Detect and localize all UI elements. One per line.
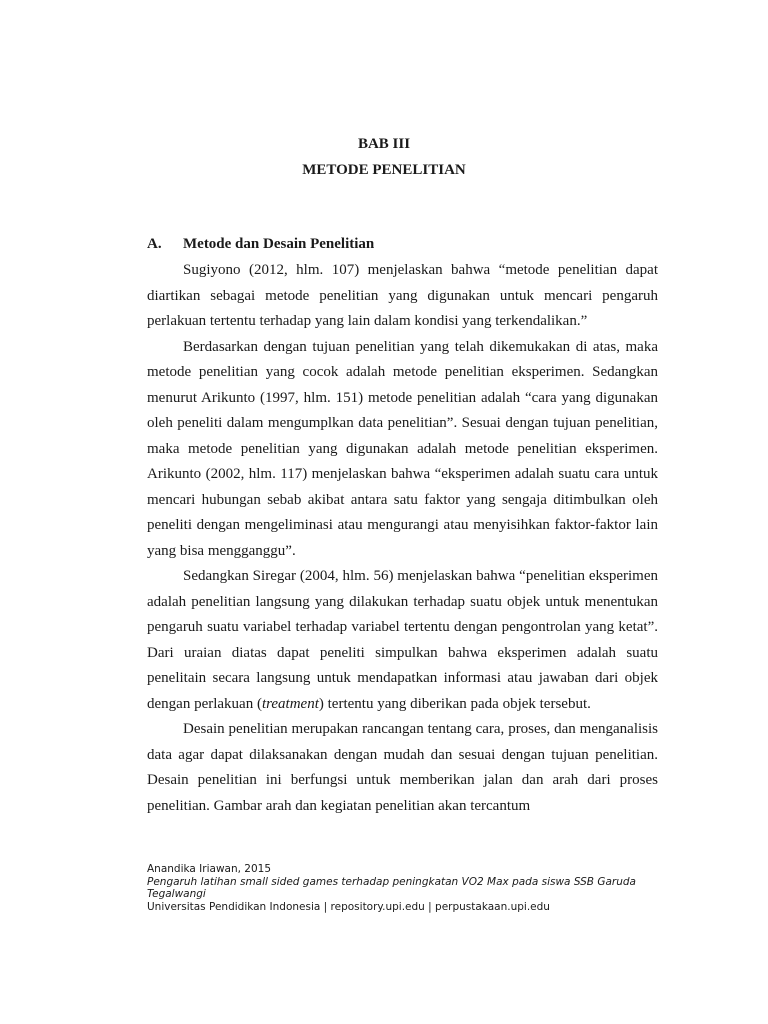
paragraph-3 xyxy=(147,564,658,717)
footer-author: Anandika Iriawan, 2015 xyxy=(147,863,272,875)
italic-term: treatment xyxy=(261,695,319,712)
chapter-title: METODE PENELITIAN xyxy=(302,162,466,178)
paragraph-3-text-after: ) tertentu yang diberikan pada objek tersebut. xyxy=(318,695,591,712)
paragraph-4: Desain penelitian merupakan rancangan tentang cara, proses, dan menganalisis data agar dapat dilaksanakan dengan mudah dan sesuai dengan tujuan penelitian. Desain penelitian ini berfungsi untuk memberikan jalan dan arah dari proses penelitian. Gambar arah dan kegiatan penelitian akan tercantum xyxy=(147,721,658,814)
paragraph-2: Berdasarkan dengan tujuan penelitian yang telah dikemukakan di atas, maka metode penelitian yang cocok adalah metode penelitian eksperimen. Sedangkan menurut Arikunto (1997, hlm. 151) metode penelitian adalah “cara yang digunakan oleh peneliti dalam mengumplkan data penelitian”. Sesuai dengan tujuan penelitian, maka metode penelitian yang digunakan adalah metode penelitian eksperimen. Arikunto (2002, hlm. 117) menjelaskan bahwa “eksperimen adalah suatu cara untuk mencari hubungan sebab akibat antara satu faktor yang sengaja ditimbulkan oleh peneliti dengan mengeliminasi atau mengurangi atau menyisihkan faktor-faktor lain yang bisa mengganggu”. xyxy=(147,338,658,559)
section-letter: A. xyxy=(147,236,162,252)
footer-institution: Universitas Pendidikan Indonesia | repository.upi.edu | perpustakaan.upi.edu xyxy=(147,900,550,913)
section-heading xyxy=(147,236,374,253)
section-title: Metode dan Desain Penelitian xyxy=(183,236,375,252)
page-footer xyxy=(147,863,667,913)
chapter-number: BAB III xyxy=(357,136,411,152)
paragraph-3-text-before: Sedangkan Siregar (2004, hlm. 56) menjelaskan bahwa “penelitian eksperimen adalah penelitian langsung yang dilakukan terhadap suatu objek untuk menentukan pengaruh suatu variabel terhadap variabel tertentu dengan pengontrolan yang ketat”. Dari uraian diatas dapat peneliti simpulkan bahwa eksperimen adalah suatu penelitain secara langsung untuk mendapatkan informasi atau jawaban dari objek dengan perlakuan ( xyxy=(147,568,658,712)
body-text xyxy=(147,258,658,819)
paragraph-1: Sugiyono (2012, hlm. 107) menjelaskan bahwa “metode penelitian dapat diartikan sebagai metode penelitian yang digunakan untuk mencari pengaruh perlakuan tertentu terhadap yang lain dalam kondisi yang terkendalikan.” xyxy=(147,262,658,329)
footer-thesis-title: Pengaruh latihan small sided games terhadap peningkatan VO2 Max pada siswa SSB Garuda Tegalwangi xyxy=(147,875,636,900)
